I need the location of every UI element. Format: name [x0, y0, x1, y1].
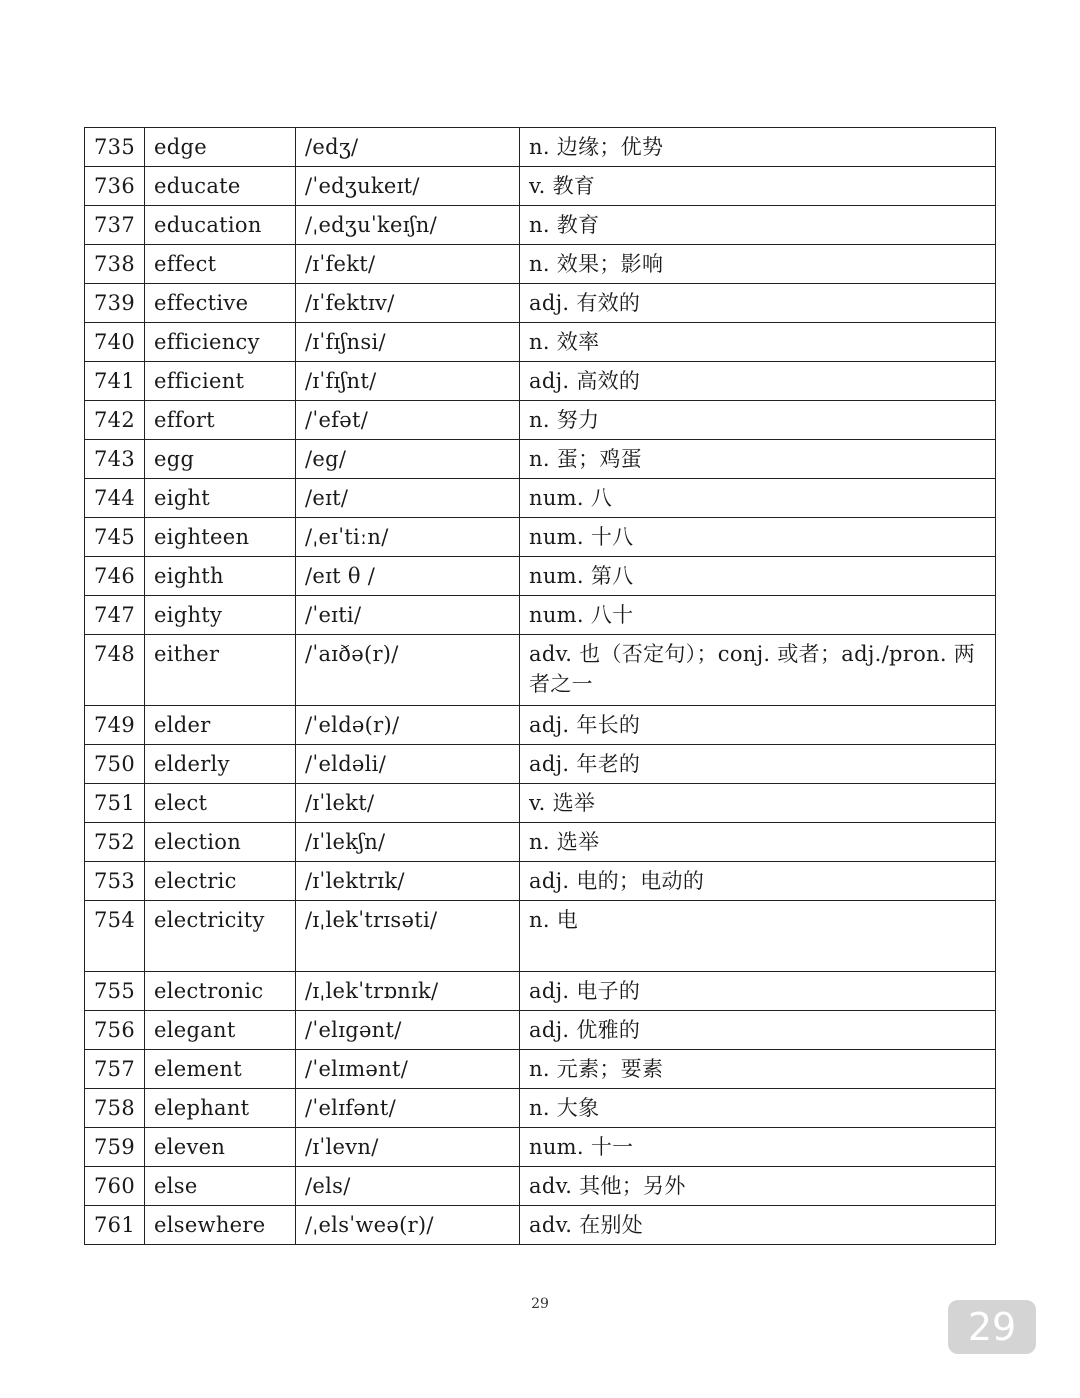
table-row: [85, 1011, 996, 1050]
entry-definition: adv. 在别处: [520, 1206, 996, 1245]
entry-word: eighty: [145, 596, 296, 635]
entry-definition: adj. 电的；电动的: [520, 862, 996, 901]
entry-definition: n. 电: [520, 901, 996, 972]
entry-definition: adj. 优雅的: [520, 1011, 996, 1050]
entry-definition: n. 选举: [520, 823, 996, 862]
entry-phonetic: /ɪˌlekˈtrɒnɪk/: [296, 972, 520, 1011]
entry-number: 744: [85, 479, 145, 518]
entry-definition: n. 元素；要素: [520, 1050, 996, 1089]
entry-definition: n. 效率: [520, 323, 996, 362]
entry-phonetic: /ˈaɪðə(r)/: [296, 635, 520, 706]
entry-definition: adj. 年长的: [520, 706, 996, 745]
entry-word: electronic: [145, 972, 296, 1011]
entry-word: elegant: [145, 1011, 296, 1050]
entry-word: else: [145, 1167, 296, 1206]
entry-word: element: [145, 1050, 296, 1089]
entry-phonetic: /ɪˈlevn/: [296, 1128, 520, 1167]
entry-word: effect: [145, 245, 296, 284]
entry-definition: adv. 其他；另外: [520, 1167, 996, 1206]
entry-phonetic: /ˈeldəli/: [296, 745, 520, 784]
entry-number: 757: [85, 1050, 145, 1089]
entry-phonetic: /ˌeɪˈtiːn/: [296, 518, 520, 557]
entry-number: 738: [85, 245, 145, 284]
page-badge: 29: [948, 1300, 1036, 1354]
entry-phonetic: /eɪt/: [296, 479, 520, 518]
entry-definition: num. 十八: [520, 518, 996, 557]
entry-definition: n. 边缘；优势: [520, 128, 996, 167]
entry-word: effort: [145, 401, 296, 440]
entry-word: educate: [145, 167, 296, 206]
table-row: [85, 440, 996, 479]
entry-phonetic: /ɪˈfekt/: [296, 245, 520, 284]
entry-number: 741: [85, 362, 145, 401]
entry-definition: adj. 高效的: [520, 362, 996, 401]
table-row: [85, 635, 996, 706]
table-row: [85, 901, 996, 972]
entry-number: 749: [85, 706, 145, 745]
entry-phonetic: /ɪˈlekt/: [296, 784, 520, 823]
entry-word: election: [145, 823, 296, 862]
entry-definition: n. 教育: [520, 206, 996, 245]
table-row: [85, 479, 996, 518]
entry-definition: v. 教育: [520, 167, 996, 206]
entry-definition: adj. 年老的: [520, 745, 996, 784]
entry-word: education: [145, 206, 296, 245]
entry-definition: adj. 电子的: [520, 972, 996, 1011]
table-row: [85, 284, 996, 323]
entry-definition: n. 效果；影响: [520, 245, 996, 284]
entry-phonetic: /eɪt θ /: [296, 557, 520, 596]
entry-word: elder: [145, 706, 296, 745]
entry-word: elderly: [145, 745, 296, 784]
entry-phonetic: /ɪˌlekˈtrɪsəti/: [296, 901, 520, 972]
entry-word: eighth: [145, 557, 296, 596]
page-number: 29: [531, 1296, 549, 1312]
entry-word: eight: [145, 479, 296, 518]
entry-phonetic: /ɪˈlekʃn/: [296, 823, 520, 862]
entry-definition: v. 选举: [520, 784, 996, 823]
entry-phonetic: /ˈeldə(r)/: [296, 706, 520, 745]
entry-number: 742: [85, 401, 145, 440]
entry-phonetic: /ˈelɪmənt/: [296, 1050, 520, 1089]
entry-phonetic: /ˈeɪti/: [296, 596, 520, 635]
table-row: [85, 784, 996, 823]
entry-word: efficiency: [145, 323, 296, 362]
entry-number: 736: [85, 167, 145, 206]
entry-number: 758: [85, 1089, 145, 1128]
entry-definition: n. 努力: [520, 401, 996, 440]
entry-definition: n. 蛋；鸡蛋: [520, 440, 996, 479]
entry-word: electric: [145, 862, 296, 901]
table-row: [85, 362, 996, 401]
table-row: [85, 518, 996, 557]
entry-number: 754: [85, 901, 145, 972]
table-row: [85, 323, 996, 362]
entry-word: effective: [145, 284, 296, 323]
entry-number: 745: [85, 518, 145, 557]
entry-definition: n. 大象: [520, 1089, 996, 1128]
entry-phonetic: /els/: [296, 1167, 520, 1206]
table-row: [85, 206, 996, 245]
entry-number: 759: [85, 1128, 145, 1167]
table-row: [85, 1128, 996, 1167]
entry-number: 746: [85, 557, 145, 596]
table-row: [85, 128, 996, 167]
entry-phonetic: /ˈefət/: [296, 401, 520, 440]
entry-word: efficient: [145, 362, 296, 401]
entry-definition: num. 八: [520, 479, 996, 518]
table-row: [85, 972, 996, 1011]
entry-phonetic: /ˈelɪfənt/: [296, 1089, 520, 1128]
entry-word: edge: [145, 128, 296, 167]
table-row: [85, 1206, 996, 1245]
table-row: [85, 167, 996, 206]
entry-definition: adv. 也（否定句）；conj. 或者；adj./pron. 两者之一: [520, 635, 996, 706]
entry-word: elsewhere: [145, 1206, 296, 1245]
entry-number: 761: [85, 1206, 145, 1245]
entry-word: electricity: [145, 901, 296, 972]
entry-number: 743: [85, 440, 145, 479]
entry-number: 753: [85, 862, 145, 901]
entry-number: 760: [85, 1167, 145, 1206]
table-row: [85, 1167, 996, 1206]
entry-definition: num. 第八: [520, 557, 996, 596]
table-row: [85, 745, 996, 784]
entry-definition: num. 八十: [520, 596, 996, 635]
entry-phonetic: /ˈelɪgənt/: [296, 1011, 520, 1050]
entry-number: 737: [85, 206, 145, 245]
entry-phonetic: /ɪˈfɪʃnsi/: [296, 323, 520, 362]
vocabulary-table: [84, 127, 996, 1245]
entry-number: 735: [85, 128, 145, 167]
entry-phonetic: /ˌelsˈweə(r)/: [296, 1206, 520, 1245]
table-row: [85, 596, 996, 635]
entry-word: elect: [145, 784, 296, 823]
entry-number: 756: [85, 1011, 145, 1050]
entry-word: egg: [145, 440, 296, 479]
entry-phonetic: /ɪˈlektrɪk/: [296, 862, 520, 901]
entry-number: 740: [85, 323, 145, 362]
table-row: [85, 557, 996, 596]
entry-phonetic: /edʒ/: [296, 128, 520, 167]
table-row: [85, 706, 996, 745]
entry-number: 755: [85, 972, 145, 1011]
entry-definition: adj. 有效的: [520, 284, 996, 323]
entry-word: elephant: [145, 1089, 296, 1128]
entry-number: 739: [85, 284, 145, 323]
entry-phonetic: /ɪˈfɪʃnt/: [296, 362, 520, 401]
entry-word: eleven: [145, 1128, 296, 1167]
entry-word: either: [145, 635, 296, 706]
entry-number: 747: [85, 596, 145, 635]
entry-definition: num. 十一: [520, 1128, 996, 1167]
table-row: [85, 401, 996, 440]
table-row: [85, 245, 996, 284]
entry-number: 748: [85, 635, 145, 706]
entry-word: eighteen: [145, 518, 296, 557]
entry-number: 750: [85, 745, 145, 784]
table-row: [85, 1050, 996, 1089]
entry-phonetic: /ˈedʒukeɪt/: [296, 167, 520, 206]
entry-number: 752: [85, 823, 145, 862]
table-row: [85, 823, 996, 862]
entry-phonetic: /ɪˈfektɪv/: [296, 284, 520, 323]
entry-number: 751: [85, 784, 145, 823]
table-row: [85, 862, 996, 901]
entry-phonetic: /ˌedʒuˈkeɪʃn/: [296, 206, 520, 245]
table-row: [85, 1089, 996, 1128]
entry-phonetic: /eg/: [296, 440, 520, 479]
